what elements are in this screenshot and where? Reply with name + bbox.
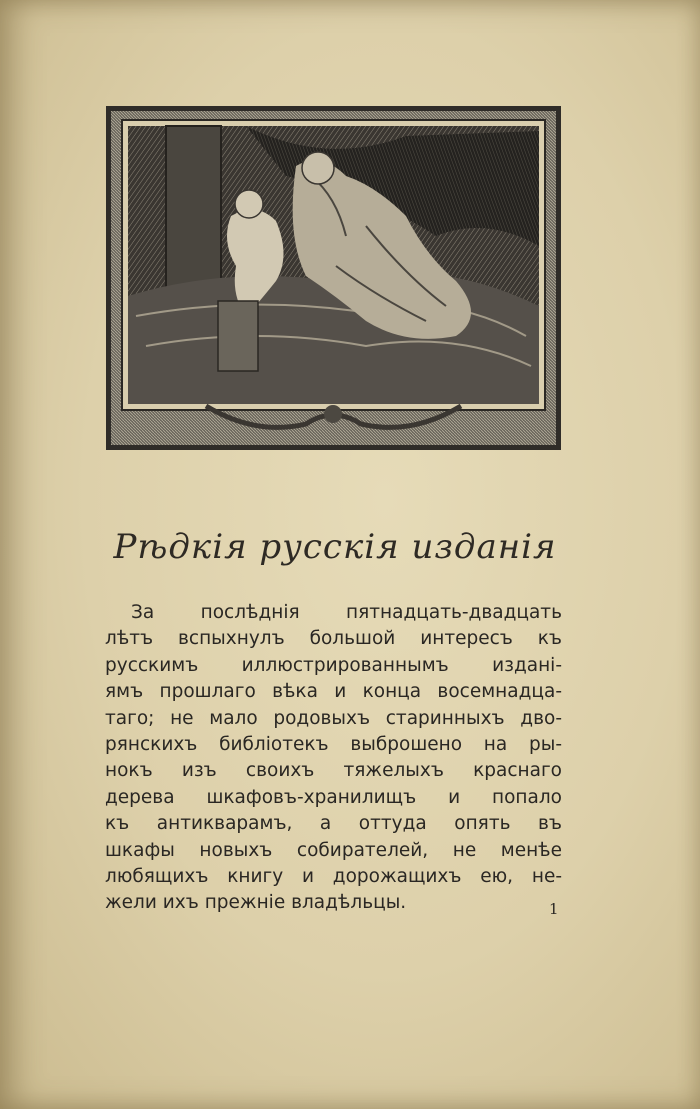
text-line: рянскихъ библіотекъ выброшено на ры-	[105, 734, 562, 756]
text-line: нокъ изъ своихъ тяжелыхъ краснаго	[105, 760, 562, 782]
text-line: ямъ прошлаго вѣка и конца восемнадцa-	[105, 681, 562, 703]
text-line: къ антикварамъ, а оттуда опять въ	[105, 813, 562, 835]
engraving-illustration	[106, 106, 561, 450]
page-number: 1	[549, 900, 559, 918]
text-line: таго; не мало родовыхъ старинныхъ дво-	[105, 707, 562, 729]
text-line: русскимъ иллюстрированнымъ издані-	[105, 654, 562, 676]
chapter-title: Рѣдкія русскія изданія	[113, 527, 557, 567]
body-paragraph	[105, 600, 562, 917]
text-line: дерева шкафовъ-хранилищъ и попало	[105, 786, 562, 808]
text-line: любящихъ книгу и дорожащихъ ею, не-	[105, 866, 562, 888]
text-line: шкафы новыхъ собирателей, не менѣе	[105, 839, 562, 861]
text-line: За послѣднія пятнадцать-двадцать	[131, 602, 562, 623]
text-line: жели ихъ прежніе владѣльцы.	[105, 892, 407, 914]
text-line: лѣтъ вспыхнулъ большой интересъ къ	[105, 628, 562, 650]
